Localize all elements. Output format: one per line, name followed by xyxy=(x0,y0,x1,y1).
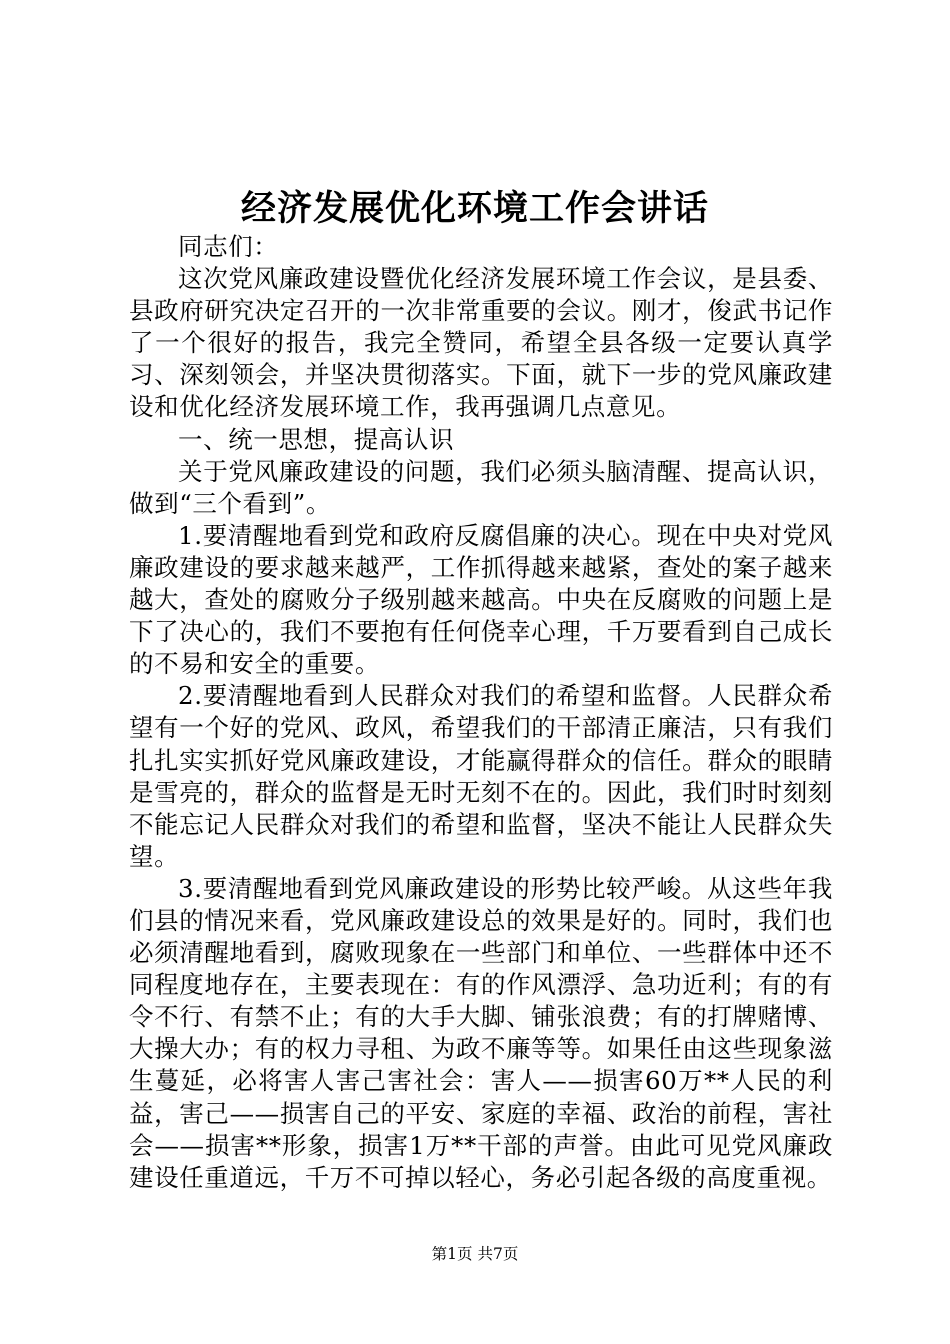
point-2-paragraph: 2.要清醒地看到人民群众对我们的希望和监督。人民群众希望有一个好的党风、政风，希望我们的干部清正廉洁，只有我们扎扎实实抓好党风廉政建设，才能赢得群众的信任。群众的眼睛是雪亮的，群众的监督是无时无刻不在的。因此，我们时时刻刻不能忘记人民群众对我们的希望和监督，坚决不能让人民群众失望。 xyxy=(129,681,833,871)
document-title: 经济发展优化环境工作会讲话 xyxy=(240,188,709,229)
intro-paragraph: 这次党风廉政建设暨优化经济发展环境工作会议，是县委、县政府研究决定召开的一次非常重要的会议。刚才，俊武书记作了一个很好的报告，我完全赞同，希望全县各级一定要认真学习、深刻领会，并坚决贯彻落实。下面，就下一步的党风廉政建设和优化经济发展环境工作，我再强调几点意见。 xyxy=(129,264,833,422)
salutation-paragraph: 同志们： xyxy=(178,232,279,261)
point-3-paragraph: 3.要清醒地看到党风廉政建设的形势比较严峻。从这些年我们县的情况来看，党风廉政建设总的效果是好的。同时，我们也必须清醒地看到，腐败现象在一些部门和单位、一些群体中还不同程度地存在，主要表现在：有的作风漂浮、急功近利；有的有令不行、有禁不止；有的大手大脚、铺张浪费；有的打牌赌博、大操大办；有的权力寻租、为政不廉等等。如果任由这些现象滋生蔓延，必将害人害己害社会：害人——损害60万**人民的利益，害己——损害自己的平安、家庭的幸福、政治的前程，害社会——损害**形象，损害1万**干部的声誉。由此可见党风廉政建设任重道远，千万不可掉以轻心，务必引起各级的高度重视。 xyxy=(129,873,833,1192)
page-number-footer: 第1页 共7页 xyxy=(431,1245,519,1263)
point-1-paragraph: 1.要清醒地看到党和政府反腐倡廉的决心。现在中央对党风廉政建设的要求越来越严，工作抓得越来越紧，查处的案子越来越大，查处的腐败分子级别越来越高。中央在反腐败的问题上是下了决心的，我们不要抱有任何侥幸心理，千万要看到自己成长的不易和安全的重要。 xyxy=(129,520,833,679)
section-intro-paragraph: 关于党风廉政建设的问题，我们必须头脑清醒、提高认识，做到“三个看到”。 xyxy=(129,456,833,518)
document-body xyxy=(129,231,833,1194)
section-heading: 一、统一思想，提高认识 xyxy=(178,424,455,454)
